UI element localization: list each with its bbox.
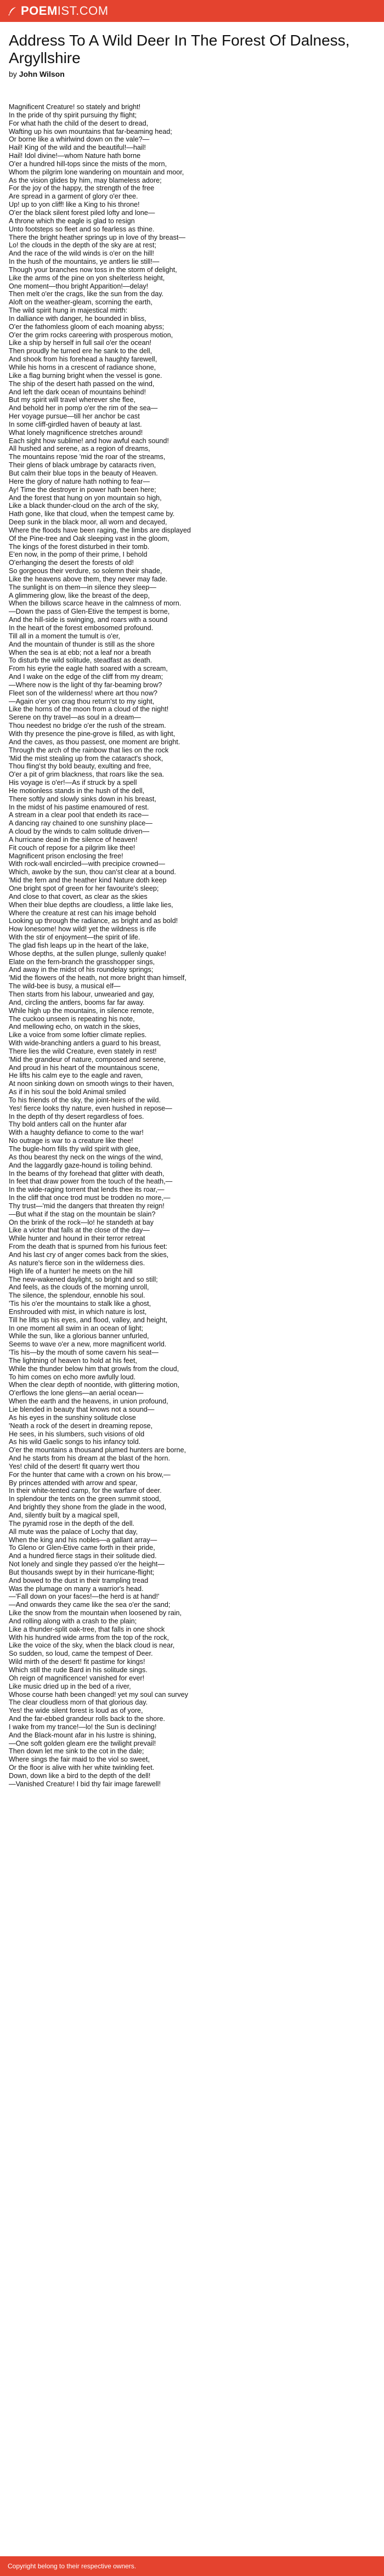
- poem-line: Magnificent prison enclosing the free!: [9, 852, 123, 860]
- poem-line: Of the Pine-tree and Oak sleeping vast in the gloom,: [9, 534, 170, 542]
- poem-line: There softly and slowly sinks down in his breast,: [9, 795, 156, 803]
- poem-line: As the vision glides by him, may blameless adore;: [9, 176, 162, 184]
- poem-line: In the beams of thy forehead that glitter with death,: [9, 1169, 165, 1177]
- poem-line: By princes attended with arrow and spear,: [9, 1479, 138, 1487]
- poem-line: Enshrouded with mist, in which nature is lost,: [9, 1307, 147, 1316]
- poem-line: How lonesome! how wild! yet the wildness is rife: [9, 925, 156, 933]
- poem-line: High life of a hunter! he meets on the hill: [9, 1267, 133, 1275]
- poem-line: O'erflows the lone glens—an aerial ocean—: [9, 1389, 144, 1397]
- poem-line: Then down let me sink to the cot in the dale;: [9, 1747, 144, 1756]
- poem-line: While the sun, like a glorious banner unfurled,: [9, 1332, 149, 1340]
- poem-line: And brightly they shone from the glade in the wood,: [9, 1503, 167, 1511]
- poem-line: Wild mirth of the desert! fit pastime for kings!: [9, 1658, 145, 1666]
- poem-line: Yes! the wide silent forest is loud as of yore,: [9, 1707, 143, 1715]
- poem-line: And away in the midst of his roundelay springs;: [9, 966, 154, 974]
- poem-line: From the death that is spurned from his furious feet:: [9, 1243, 168, 1251]
- poem-line: And mellowing echo, on watch in the skies,: [9, 1023, 141, 1031]
- poem-line: O'erhanging the desert the forests of old!: [9, 559, 134, 567]
- poem-line: Not lonely and single they passed o'er the height—: [9, 1560, 165, 1569]
- poem-line: And behold her in pomp o'er the rim of the sea—: [9, 404, 158, 412]
- poem-line: On the brink of the rock—lo! he standeth at bay: [9, 1218, 154, 1226]
- poem-line: And the Black-mount afar in his lustre is shining,: [9, 1731, 156, 1739]
- poem-line: One bright spot of green for her favourite's sleep;: [9, 885, 159, 892]
- poem-line: Wafting up his own mountains that far-beaming head;: [9, 127, 172, 135]
- poem-line: Whose depths, at the sullen plunge, sullenly quake!: [9, 949, 167, 958]
- poem-line: As thou bearest thy neck on the wings of the wind,: [9, 1153, 163, 1161]
- poem-line: O'er the mountains a thousand plumed hunters are borne,: [9, 1446, 187, 1454]
- poem-line: Like the horns of the moon from a cloud of the night!: [9, 705, 169, 714]
- poem-line: A hurricane dead in the silence of heaven!: [9, 835, 138, 843]
- poem-line: While his horns in a crescent of radiance shone,: [9, 364, 156, 371]
- poem-line: And the laggardly gaze-hound is toiling behind.: [9, 1161, 153, 1169]
- poem-line: Deep sunk in the black moor, all worn and decayed,: [9, 518, 167, 526]
- poem-line: And the mountain of thunder is still as the shore: [9, 640, 155, 648]
- poem-line: Like a voice from some loftier climate replies.: [9, 1031, 147, 1039]
- poem-line: Aloft on the weather-gleam, scorning the earth,: [9, 298, 153, 307]
- poem-line: Where the floods have been raging, the limbs are displayed: [9, 526, 191, 534]
- feather-icon: [8, 6, 18, 16]
- poem-line: And he starts from his dream at the blast of the horn.: [9, 1454, 171, 1463]
- site-logo[interactable]: [8, 4, 109, 18]
- poem-line: With his hundred wide arms from the top of the rock,: [9, 1633, 169, 1641]
- byline: [9, 69, 375, 79]
- poem-line: Whose course hath been changed! yet my soul can survey: [9, 1690, 188, 1699]
- poem-line: To Gleno or Glen-Etive came forth in their pride,: [9, 1544, 155, 1552]
- poem-line: 'Mid the flowers of the heath, not more bright than himself,: [9, 974, 187, 982]
- poem-line: All hushed and serene, as a region of dreams,: [9, 445, 150, 453]
- poem-line: And the forest that hung on yon mountain so high,: [9, 494, 162, 502]
- poem-line: All mute was the palace of Lochy that day,: [9, 1527, 138, 1536]
- poem-line: When their blue depths are cloudless, a little lake lies,: [9, 901, 173, 909]
- poem-line: And rolling along with a crash to the plain;: [9, 1617, 137, 1625]
- poem-line: —But what if the stag on the mountain be slain?: [9, 1210, 156, 1218]
- poem-line: Was the plumage on many a warrior's head.: [9, 1584, 144, 1593]
- poem-line: Fit couch of repose for a pilgrim like thee!: [9, 843, 135, 852]
- poem-line: The clear cloudless morn of that glorious day.: [9, 1699, 148, 1707]
- poem-line: Oh reign of magnificence! vanished for ever!: [9, 1674, 145, 1682]
- poem-line: But my spirit will travel wherever she flee,: [9, 396, 135, 404]
- poem-line: For the hunter that came with a crown on his brow,—: [9, 1470, 171, 1479]
- poem-line: With wide-branching antlers a guard to his breast,: [9, 1039, 161, 1048]
- poem-line: Hail! King of the wild and the beautiful!—hail!: [9, 144, 146, 152]
- poem-line: I wake from my trance!—lo! the Sun is declining!: [9, 1723, 157, 1731]
- poem-line: E'en now, in the pomp of their prime, I behold: [9, 551, 148, 559]
- poem-line: And the race of the wild winds is o'er on the hill!: [9, 250, 154, 258]
- poem-line: In the wide-raging torrent that lends thee its roar,—: [9, 1186, 165, 1194]
- poem-line: There the bright heather springs up in love of thy breast—: [9, 233, 186, 241]
- poem-line: The mountains repose 'mid the roar of the streams,: [9, 453, 166, 461]
- poem-line: While hunter and hound in their terror retreat: [9, 1235, 145, 1243]
- poem-line: Yes! fierce looks thy nature, even hushed in repose—: [9, 1104, 172, 1112]
- poem-line: And left the dark ocean of mountains behind!: [9, 388, 146, 396]
- poem-line: With rock-wall encircled—with precipice crowned—: [9, 860, 165, 868]
- poem-line: In their white-tented camp, for the warfare of deer.: [9, 1487, 162, 1495]
- poem-line: So gorgeous their verdure, so solemn their shade,: [9, 567, 162, 575]
- poem-line: Like the voice of the sky, when the black cloud is near,: [9, 1641, 175, 1650]
- poem-line: With a haughty defiance to come to the war!: [9, 1129, 144, 1137]
- poem-line: Like a ship by herself in full sail o'er the ocean!: [9, 339, 152, 347]
- poem-line: 'Mid the grandeur of nature, composed and serene,: [9, 1055, 166, 1063]
- poem-line: And I wake on the edge of the cliff from my dream;: [9, 673, 163, 681]
- copyright-text: Copyright belong to their respective owners.: [8, 2562, 137, 2570]
- poem-line: Whom the pilgrim lone wandering on mountain and moor,: [9, 168, 184, 176]
- poem-line: Their glens of black umbrage by cataracts riven,: [9, 461, 156, 469]
- poem-line: From his eyrie the eagle hath soared with a scream,: [9, 665, 168, 673]
- poem-line: In the heart of the forest embosomed profound.: [9, 624, 154, 632]
- poem-line: Down, down like a bird to the depth of the dell!: [9, 1771, 151, 1780]
- poem-line: Her voyage pursue—till her anchor be cast: [9, 412, 140, 421]
- poem-line: Hail! Idol divine!—whom Nature hath borne: [9, 152, 141, 160]
- poem-line: Like a black thunder-cloud on the arch of the sky,: [9, 502, 159, 510]
- poem-line: —Again o'er yon crag thou return'st to my sight,: [9, 697, 155, 705]
- poem-line: There lies the wild Creature, even stately in rest!: [9, 1047, 157, 1055]
- poem-line: Or the floor is alive with her white twinkling feet.: [9, 1764, 155, 1772]
- poem-line: And, circling the antlers, booms far far away.: [9, 998, 145, 1006]
- poem-line: O'er a hundred hill-tops since the mists of the morn,: [9, 160, 167, 168]
- poem-line: Like the heavens above them, they never may fade.: [9, 575, 168, 583]
- poem-line: In the pride of thy spirit pursuing thy flight;: [9, 111, 137, 119]
- poem-line: With the stir of enjoyment—the spirit of life.: [9, 933, 140, 942]
- site-footer: [0, 2556, 384, 2576]
- poem-line: With thy presence the pine-grove is filled, as with light,: [9, 729, 176, 738]
- poem-line: —Down the pass of Glen-Etive the tempest is borne,: [9, 608, 170, 616]
- poem-line: To him comes on echo more awfully loud.: [9, 1373, 135, 1381]
- poem-line: And feels, as the clouds of the morning unroll,: [9, 1283, 149, 1292]
- poem-line: What lonely magnificence stretches around!: [9, 428, 143, 437]
- poem-line: One moment—thou bright Apparition!—delay!: [9, 282, 149, 290]
- poem-line: He sees, in his slumbers, such visions of old: [9, 1430, 145, 1438]
- poem-line: 'Tis his—by the mouth of some cavern his seat—: [9, 1349, 159, 1357]
- poem-line: Lie blended in beauty that knows not a sound—: [9, 1406, 155, 1413]
- poem-line: And the far-ebbed grandeur rolls back to the shore.: [9, 1715, 165, 1723]
- poem-line: But calm their blue tops in the beauty of Heaven.: [9, 469, 158, 477]
- poem-line: Fleet son of the wilderness! where art thou now?: [9, 689, 157, 697]
- poem-line: Like a thunder-split oak-tree, that falls in one shock: [9, 1625, 165, 1633]
- poem-line: Then melt o'er the crags, like the sun from the day.: [9, 290, 164, 298]
- poem-line: And bowed to the dust in their trampling tread: [9, 1576, 149, 1584]
- poem-line: O'er the fathomless gloom of each moaning abyss;: [9, 322, 165, 331]
- poem-line: As his wild Gaelic songs to his infancy told.: [9, 1438, 141, 1446]
- poem-line: While high up the mountains, in silence remote,: [9, 1006, 154, 1015]
- poem-line: But thousands swept by in their hurricane-flight;: [9, 1568, 155, 1576]
- poem-line: The kings of the forest disturbed in their tomb.: [9, 542, 150, 551]
- poem-line: Elate on the fern-branch the grasshopper sings,: [9, 958, 155, 966]
- poem-line: Unto footsteps so fleet and so fearless as thine.: [9, 225, 155, 233]
- poem-line: The lightning of heaven to hold at his feet,: [9, 1356, 137, 1365]
- poem-line: Like a victor that falls at the close of the day—: [9, 1226, 150, 1235]
- poem-line: Here the glory of nature hath nothing to fear—: [9, 477, 150, 485]
- poem-line: And, silently built by a magical spell,: [9, 1511, 120, 1519]
- poem-line: The pyramid rose in the depth of the dell.: [9, 1519, 134, 1527]
- poem-line: Like the arms of the pine on yon shelterless height,: [9, 274, 165, 282]
- poem-line: A cloud by the winds to calm solitude driven—: [9, 828, 150, 836]
- poem-line: For the joy of the happy, the strength of the free: [9, 184, 155, 193]
- poem-line: Though your branches now toss in the storm of delight,: [9, 265, 177, 274]
- poem-line: Serene on thy travel—as soul in a dream—: [9, 714, 141, 722]
- poem-line: The wild-bee is busy, a musical elf—: [9, 982, 121, 990]
- poem-line: A dancing ray chained to one sunshiny place—: [9, 819, 153, 828]
- poem-line: O'er the grim rocks careering with prosperous motion,: [9, 331, 173, 339]
- poem-line: When the earth and the heavens, in union profound,: [9, 1397, 168, 1406]
- poem-line: O'er a pit of grim blackness, that roars like the sea.: [9, 771, 165, 779]
- poem-line: In some cliff-girdled haven of beauty at last.: [9, 420, 142, 428]
- poem-container: [0, 22, 384, 1788]
- poem-line: As his eyes in the sunshiny solitude close: [9, 1413, 136, 1422]
- poem-line: —'Fall down on your faces!—the herd is at hand!': [9, 1593, 160, 1601]
- poem-line: Ay! Time the destroyer in power hath been here;: [9, 485, 156, 494]
- by-label: by: [9, 70, 17, 78]
- poem-line: A throne which the eagle is glad to resign: [9, 217, 135, 225]
- logo-text-tld: IST.COM: [57, 4, 109, 18]
- poem-line: And his last cry of anger comes back from the skies,: [9, 1250, 169, 1259]
- poem-line: —One soft golden gleam ere the twilight prevail!: [9, 1739, 156, 1747]
- poem-line: In splendour the tents on the green summit stood,: [9, 1495, 161, 1503]
- poem-line: Thy trust—'mid the dangers that threaten thy reign!: [9, 1202, 165, 1210]
- poem-line: He lifts his calm eye to the eagle and raven,: [9, 1072, 143, 1080]
- poem-line: 'Neath a rock of the desert in dreaming repose,: [9, 1422, 153, 1430]
- poem-line: In feet that draw power from the touch of the heath,—: [9, 1177, 173, 1186]
- poem-line: So sudden, so loud, came the tempest of Deer.: [9, 1650, 153, 1658]
- poem-line: As if in his soul the bold Animal smiled: [9, 1088, 126, 1096]
- poem-line: To his friends of the sky, the joint-heirs of the wild.: [9, 1096, 161, 1104]
- poem-line: And the caves, as thou passest, one moment are bright.: [9, 738, 180, 746]
- poem-line: Seems to wave o'er a new, more magnificent world.: [9, 1340, 167, 1349]
- poem-line: In dalliance with danger, he bounded in bliss,: [9, 314, 146, 322]
- poem-line: 'Tis his o'er the mountains to stalk like a ghost,: [9, 1300, 151, 1308]
- poem-line: Or borne like a whirlwind down on the vale?—: [9, 135, 150, 144]
- poem-line: Like a flag burning bright when the vessel is gone.: [9, 371, 162, 380]
- poem-line: Hath gone, like that cloud, when the tempest came by.: [9, 510, 175, 518]
- poem-line: When the king and his nobles—a gallant array—: [9, 1536, 157, 1544]
- poem-line: The cuckoo unseen is repeating his note,: [9, 1015, 135, 1023]
- poem-line: Each sight how sublime! and how awful each sound!: [9, 437, 169, 445]
- poem-line: For what hath the child of the desert to dread,: [9, 119, 149, 127]
- poem-line: In the depth of thy desert regardless of foes.: [9, 1112, 144, 1120]
- poem-line: Up! up to yon cliff! like a King to his throne!: [9, 201, 140, 209]
- poem-line: The sunlight is on them—in silence they sleep—: [9, 583, 156, 591]
- poem-line: The wild spirit hung in majestical mirth:: [9, 307, 128, 315]
- poem-line: In the cliff that once trod must be trodden no more,—: [9, 1194, 171, 1202]
- poem-line: Magnificent Creature! so stately and bright!: [9, 103, 141, 111]
- poem-line: Thou fling'st thy bold beauty, exulting and free,: [9, 762, 151, 771]
- poem-line: And shook from his forehead a haughty farewell,: [9, 355, 157, 364]
- poem-line: No outrage is war to a creature like thee!: [9, 1137, 133, 1145]
- poem-line: When the clear depth of noontide, with glittering motion,: [9, 1381, 179, 1389]
- poem-line: Like music dried up in the bed of a river,: [9, 1682, 131, 1690]
- poem-line: The new-wakened daylight, so bright and so still;: [9, 1275, 158, 1283]
- poem-line: Then starts from his labour, unwearied and gay,: [9, 990, 155, 998]
- poem-line: A glimmering glow, like the breast of the deep,: [9, 591, 150, 599]
- poem-line: —Where now is the light of thy far-beaming brow?: [9, 681, 162, 689]
- poem-line: In one moment all swim in an ocean of light;: [9, 1324, 144, 1332]
- poem-line: 'Mid the mist stealing up from the cataract's shock,: [9, 754, 163, 762]
- poem-line: Which still the rude Bard in his solitude sings.: [9, 1666, 148, 1674]
- poem-line: —And onwards they came like the sea o'er the sand;: [9, 1601, 171, 1609]
- poem-line: 'Mid the fern and the heather kind Nature doth keep: [9, 876, 167, 885]
- poem-line: As nature's fierce son in the wilderness dies.: [9, 1259, 145, 1267]
- poem-line: When the billows scarce heave in the calmness of morn.: [9, 599, 182, 608]
- poem-line: The glad fish leaps up in the heart of the lake,: [9, 941, 149, 949]
- poem-line: Through the arch of the rainbow that lies on the rock: [9, 746, 169, 754]
- poem-line: His voyage is o'er!—As if struck by a spell: [9, 779, 137, 787]
- logo-text-main: POEM: [21, 4, 58, 18]
- poem-line: And the hill-side is swinging, and roars with a sound: [9, 616, 168, 624]
- poem-line: Like the snow from the mountain when loosened by rain,: [9, 1609, 182, 1617]
- poem-line: Where sings the fair maid to the viol so sweet,: [9, 1756, 150, 1764]
- poem-line: Till he lifts up his eyes, and flood, valley, and height,: [9, 1316, 168, 1324]
- poem-line: At noon sinking down on smooth wings to their haven,: [9, 1080, 174, 1088]
- poem-body: [9, 103, 375, 1788]
- poem-line: Till all in a moment the tumult is o'er,: [9, 632, 120, 640]
- poem-line: The ship of the desert hath passed on the wind,: [9, 380, 155, 388]
- poem-line: To disturb the wild solitude, steadfast as death.: [9, 656, 153, 665]
- poem-line: In the hush of the mountains, ye antlers lie still!—: [9, 258, 160, 266]
- poem-line: A stream in a clear pool that endeth its race—: [9, 811, 149, 819]
- poem-line: Thy bold antlers call on the hunter afar: [9, 1120, 127, 1129]
- poem-line: Then proudly he turned ere he sank to the dell,: [9, 347, 153, 355]
- poem-line: O'er the black silent forest piled lofty and lone—: [9, 208, 155, 217]
- poem-line: The silence, the splendour, ennoble his soul.: [9, 1292, 145, 1300]
- poem-line: Looking up through the radiance, as bright and as bold!: [9, 917, 178, 925]
- poem-line: He motionless stands in the hush of the dell,: [9, 786, 145, 795]
- poem-line: Are spread in a garment of glory o'er thee.: [9, 193, 138, 201]
- poem-line: And close to that covert, as clear as the skies: [9, 892, 148, 901]
- poem-line: —Vanished Creature! I bid thy fair image farewell!: [9, 1780, 161, 1788]
- site-header: [0, 0, 384, 22]
- poem-line: Thou needest no bridge o'er the rush of the stream.: [9, 722, 166, 730]
- poem-line: In the midst of his pastime enamoured of rest.: [9, 803, 149, 811]
- poem-line: Which, awoke by the sun, thou can'st clear at a bound.: [9, 868, 176, 876]
- poem-line: The bugle-horn fills thy wild spirit with glee,: [9, 1145, 140, 1153]
- poem-line: Where the creature at rest can his image behold: [9, 909, 156, 917]
- poem-title: Address To A Wild Deer In The Forest Of Dalness, Argyllshire: [9, 32, 350, 66]
- poem-line: Lo! the clouds in the depth of the sky are at rest;: [9, 241, 156, 250]
- author-link[interactable]: John Wilson: [19, 70, 65, 78]
- poem-line: And proud in his heart of the mountainous scene,: [9, 1063, 160, 1072]
- poem-line: Yes! child of the desert! fit quarry wert thou: [9, 1462, 140, 1470]
- poem-line: And a hundred fierce stags in their solitude died.: [9, 1552, 157, 1560]
- poem-line: When the sea is at ebb; not a leaf nor a breath: [9, 648, 151, 656]
- poem-line: While the thunder below him that growls from the cloud,: [9, 1365, 179, 1373]
